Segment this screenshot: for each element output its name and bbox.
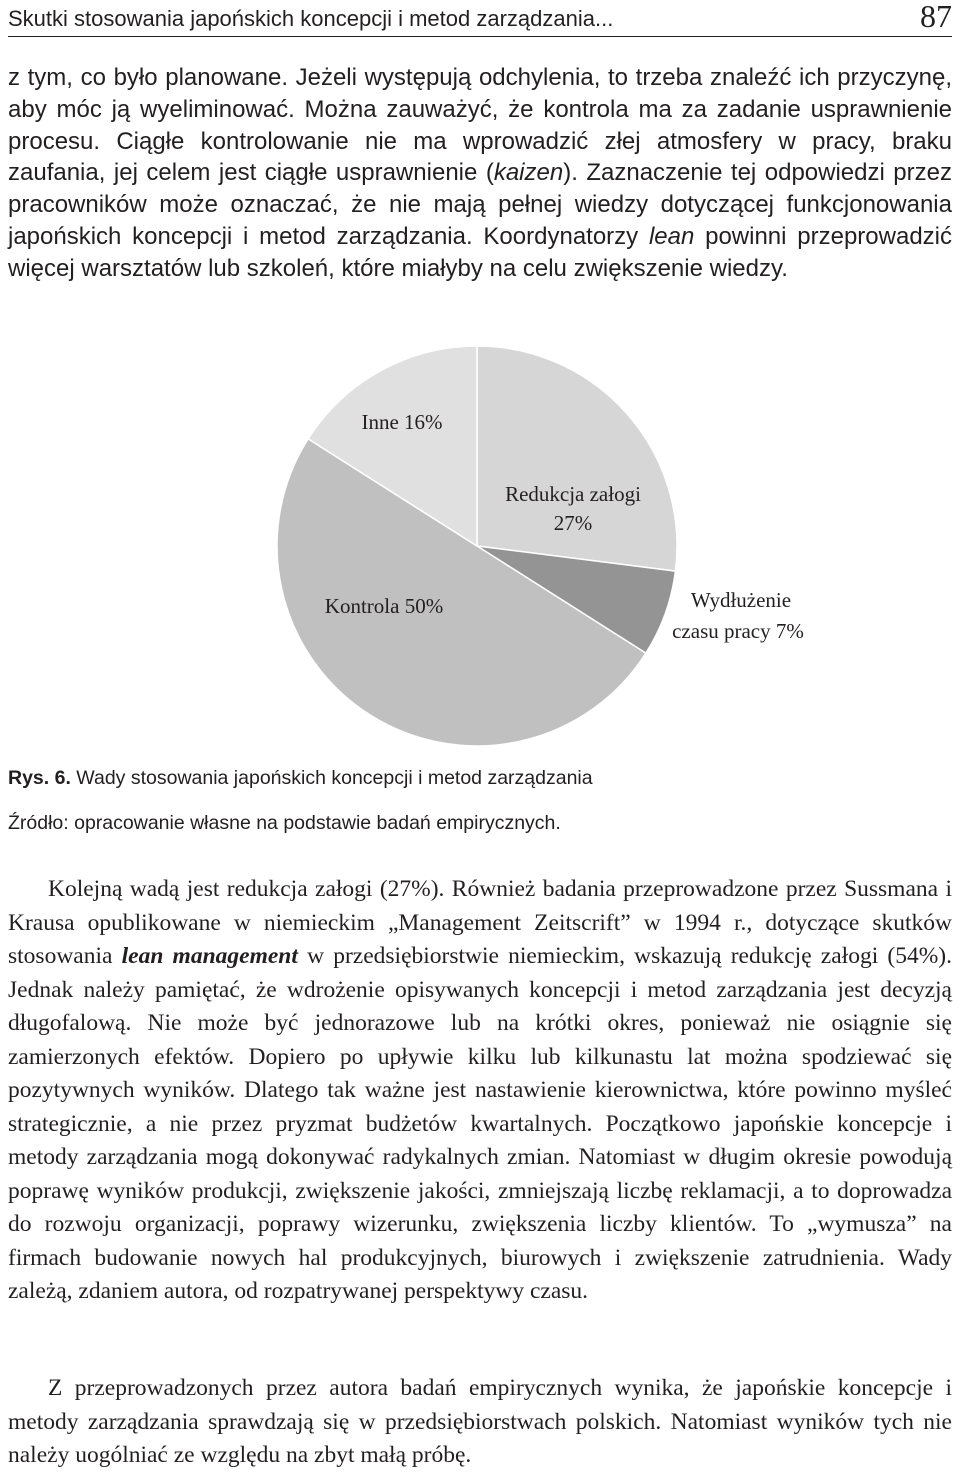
- label-redukcja-line2: 27%: [553, 511, 593, 535]
- paragraph-1-part-3: powinni przeprowadzić więcej warsztatów lub szkoleń, które miałyby na celu zwiększenie wiedzy.: [8, 222, 952, 282]
- paragraph-1: [8, 62, 952, 285]
- label-wydluzenie-line2: czasu pracy 7%: [672, 619, 804, 643]
- label-kontrola: Kontrola 50%: [324, 594, 444, 618]
- pie-slice-redukcja-załogi: [477, 346, 677, 571]
- lean-management-term: lean management: [121, 943, 298, 969]
- figure-source: Źródło: opracowanie własne na podstawie badań empirycznych.: [8, 812, 561, 834]
- paragraph-2-part-1: Kolejną wadą jest redukcja załogi (27%). Również badania przeprowadzone przez Sussmana i Krausa opublikowane w niemieckim „Management Zeitscrift” w 1994 r., dotyczące skutków stosowania: [8, 876, 952, 969]
- label-wydluzenie-line1: Wydłużenie: [690, 588, 792, 612]
- paragraph-3: Z przeprowadzonych przez autora badań empirycznych wynika, że japońskie koncepcje i metody zarządzania sprawdzają się w przedsiębiorstwach polskich. Natomiast wyników tych nie należy uogólniać ze względu na zbyt małą próbę.: [8, 1375, 952, 1468]
- pie-slices: [277, 346, 677, 746]
- kaizen-term: kaizen: [493, 159, 564, 187]
- pie-chart: [0, 340, 960, 750]
- running-header: [8, 0, 952, 37]
- paragraph-2: [8, 873, 952, 1309]
- paragraph-2-part-2: w przedsiębiorstwie niemieckim, wskazują redukcję załogi (54%). Jednak należy pamiętać, że wdrożenie opisywanych koncepcji i metod zarządzania jest decyzją długofalową. Nie może być jednorazowe lub na krótki okres, ponieważ nie osiągnie się zamierzonych efektów. Dopiero po upływie kilku lub kilkunastu lat można spodziewać się pozytywnych wyników. Dlatego tak ważne jest nastawienie kierownictwa, które powinno myśleć strategicznie, a nie przez pryzmat budżetów kwartalnych. Początkowo japońskie koncepcje i metody zarządzania mogą dokonywać radykalnych zmian. Natomiast w długim okresie powodują poprawę wyników produkcji, zwiększenie jakości, zmniejszają liczbę reklamacji, a to doprowadza do rozwoju organizacji, poprawy wizerunku, zwiększenia liczby klientów. To „wymusza” na firmach budowanie nowych hal produkcyjnych, biurowych i zwiększenie zatrudnienia. Wady zależą, zdaniem autora, od rozpatrywanej perspektywy czasu.: [8, 943, 952, 1304]
- lean-term: lean: [648, 222, 695, 250]
- paragraph-1-part-1: z tym, co było planowane. Jeżeli występują odchylenia, to trzeba znaleźć ich przyczynę, aby móc ją wyeliminować. Można zauważyć, że kontrola ma za zadanie usprawnienie procesu. Ciągłe kontrolowanie nie ma wprowadzić złej atmosfery w pracy, braku zaufania, jej celem jest ciągłe usprawnienie (: [8, 64, 952, 187]
- figure-number: Rys. 6.: [8, 767, 71, 789]
- paragraph-1-part-2: ). Zaznaczenie tej odpowiedzi przez pracowników może oznaczać, że nie mają pełnej wiedzy dotyczącej funkcjonowania japońskich koncepcji i metod zarządzania. Koordynatorzy: [8, 159, 952, 250]
- label-inne: Inne 16%: [361, 410, 443, 434]
- label-redukcja-line1: Redukcja załogi: [505, 482, 641, 506]
- figure-caption: [8, 767, 593, 790]
- running-title: Skutki stosowania japońskich koncepcji i metod zarządzania...: [8, 6, 614, 31]
- figure-title: Wady stosowania japońskich koncepcji i metod zarządzania: [70, 767, 593, 789]
- page-number: 87: [920, 0, 952, 34]
